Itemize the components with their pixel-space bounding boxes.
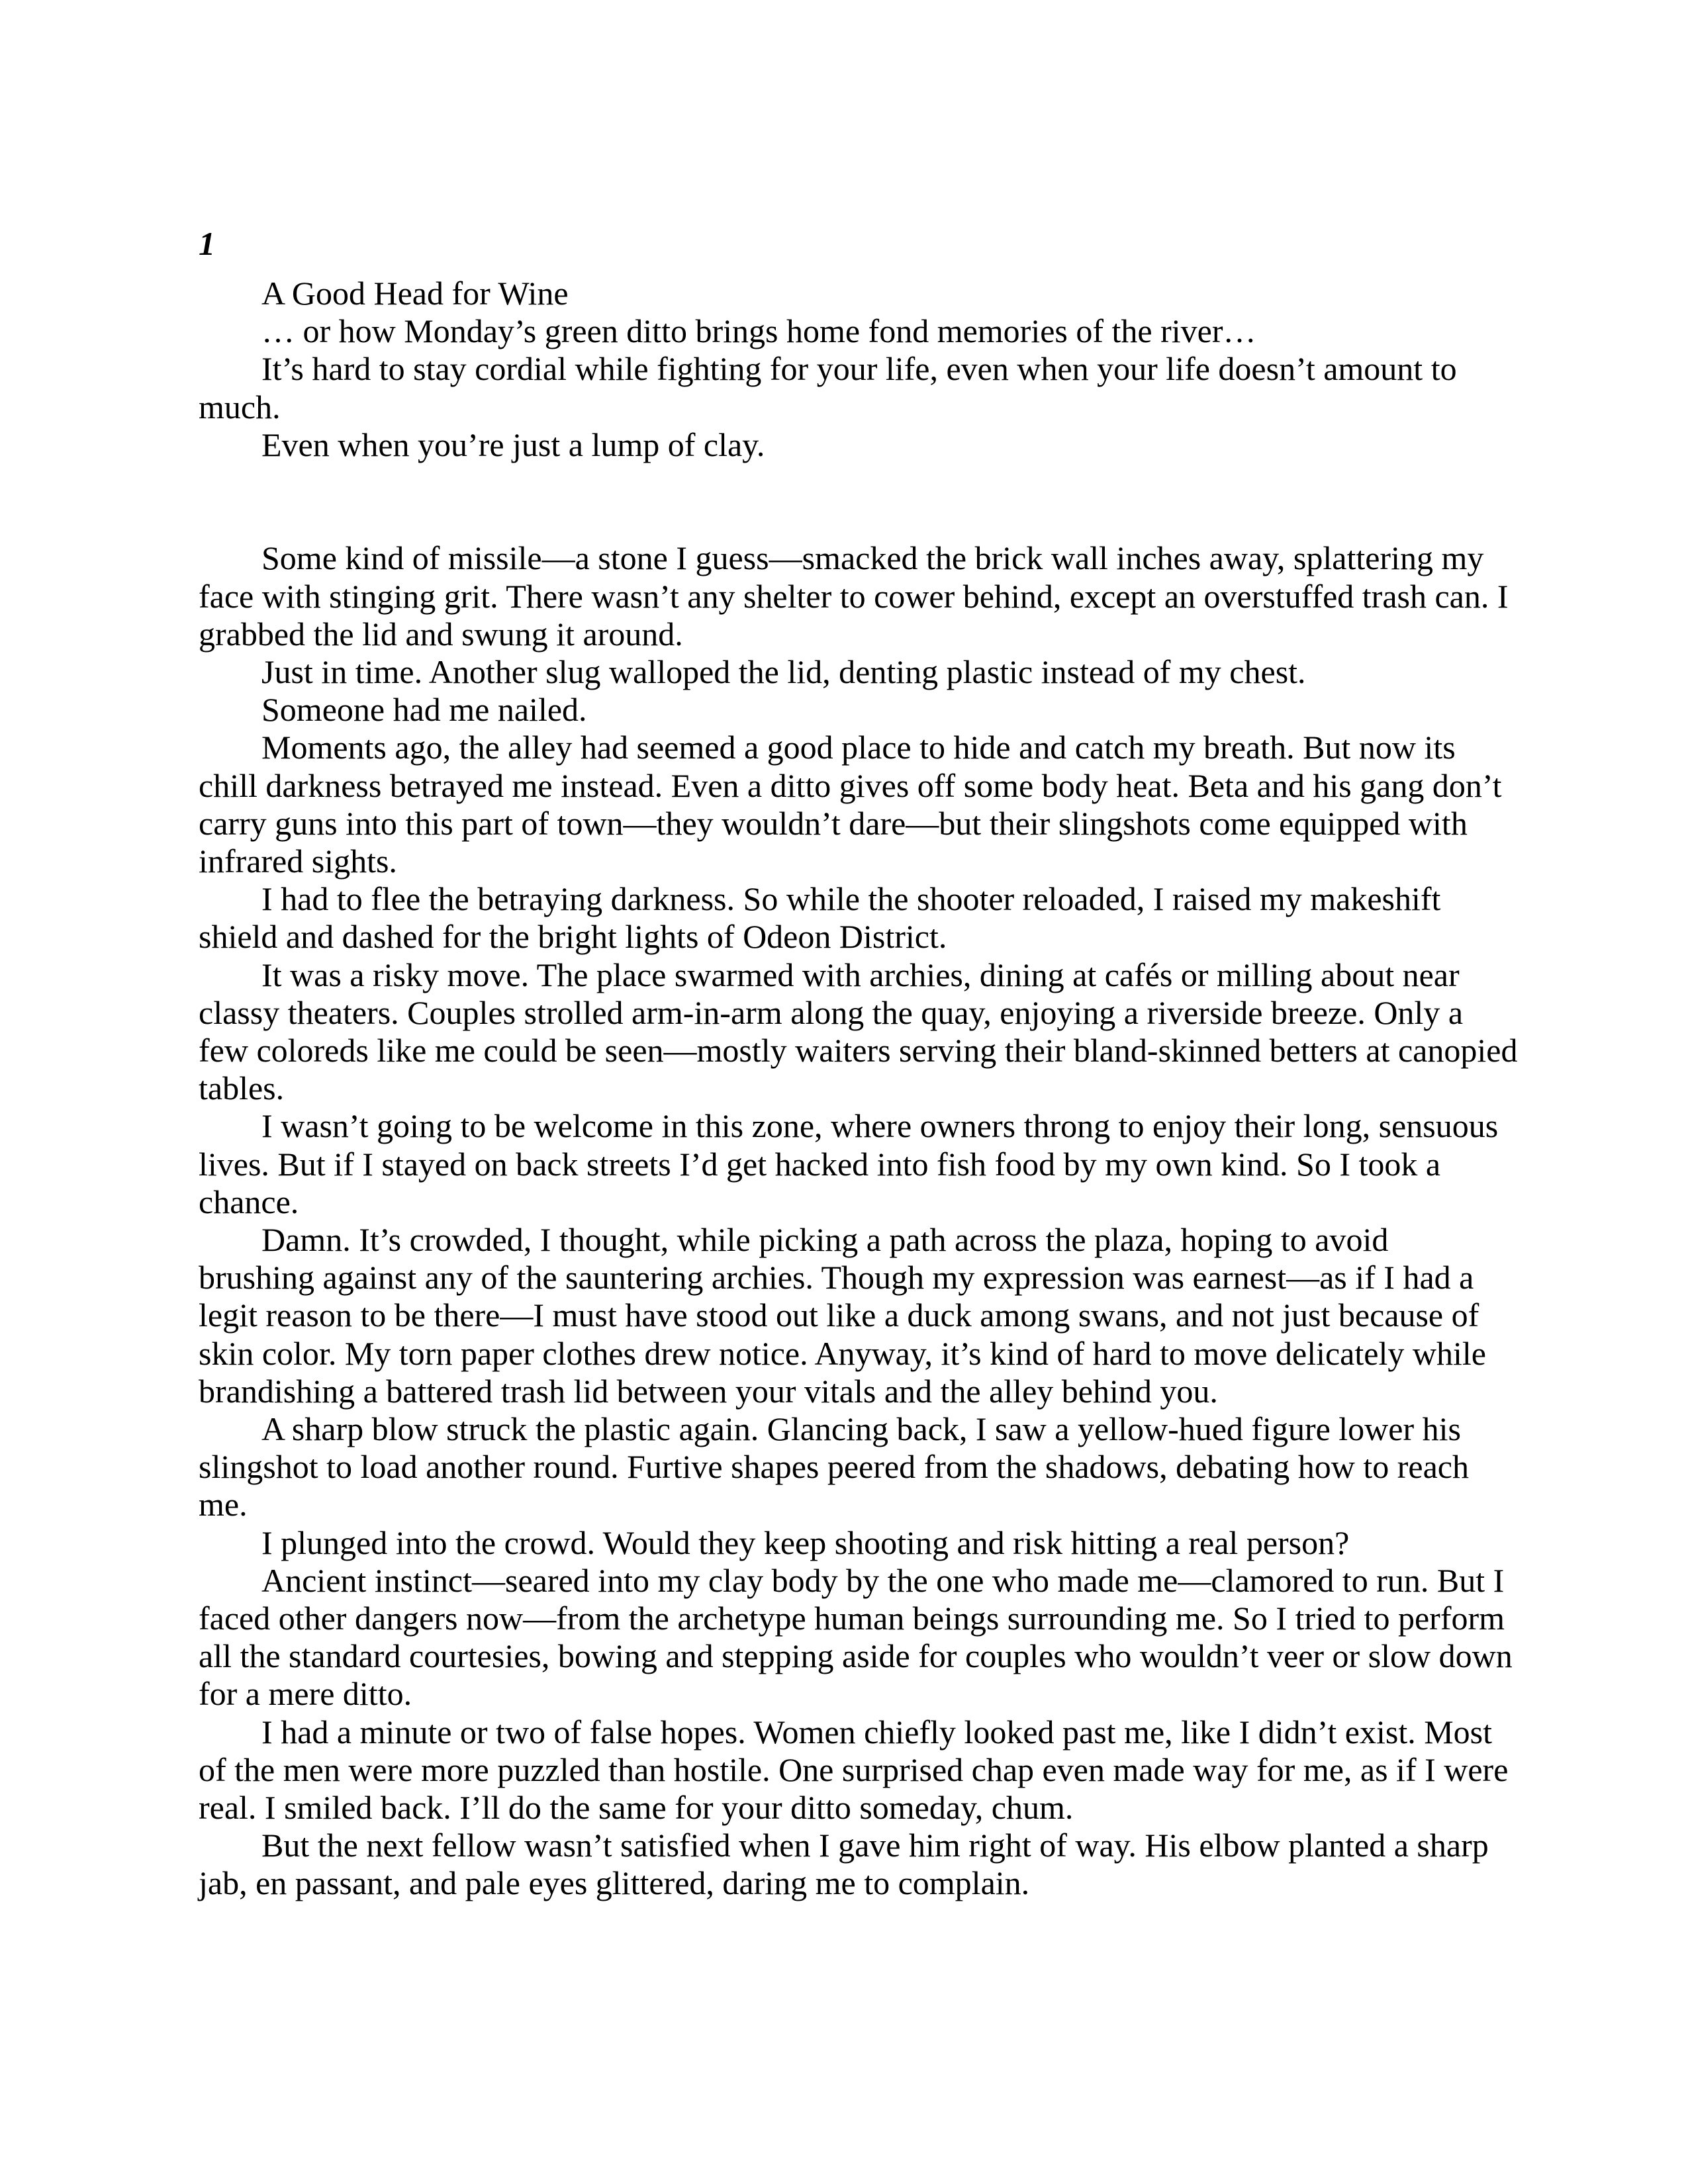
chapter-number: 1: [199, 225, 215, 262]
text-line: Ancient instinct—seared into my clay body by the one who made me—clamored to run. But I: [261, 1561, 1505, 1599]
text-line: Damn. It’s crowded, I thought, while picking a path across the plaza, hoping to avoid: [261, 1221, 1389, 1258]
text-line: face with stinging grit. There wasn’t any shelter to cower behind, except an overstuffed trash can. I: [199, 577, 1509, 615]
text-line: for a mere ditto.: [199, 1675, 412, 1713]
text-line: shield and dashed for the bright lights of Odeon District.: [199, 918, 947, 956]
text-line: carry guns into this part of town—they wouldn’t dare—but their slingshots come equipped with: [199, 804, 1468, 842]
text-line: all the standard courtesies, bowing and stepping aside for couples who wouldn’t veer or slow down: [199, 1637, 1513, 1675]
text-line: I plunged into the crowd. Would they keep shooting and risk hitting a real person?: [261, 1524, 1350, 1561]
text-line: real. I smiled back. I’ll do the same for your ditto someday, chum.: [199, 1789, 1074, 1826]
text-line: slingshot to load another round. Furtive shapes peered from the shadows, debating how to reach: [199, 1448, 1469, 1486]
text-line: It’s hard to stay cordial while fighting for your life, even when your life doesn’t amount to: [261, 350, 1457, 388]
text-line: chance.: [199, 1183, 299, 1220]
text-line: Someone had me nailed.: [261, 691, 587, 729]
text-line: But the next fellow wasn’t satisfied when I gave him right of way. His elbow planted a sharp: [261, 1827, 1489, 1864]
text-line: much.: [199, 388, 281, 426]
text-line: brushing against any of the sauntering archies. Though my expression was earnest—as if I had a: [199, 1259, 1474, 1297]
text-line: me.: [199, 1486, 248, 1524]
text-line: jab, en passant, and pale eyes glittered, daring me to complain.: [199, 1864, 1030, 1902]
text-line: few coloreds like me could be seen—mostly waiters serving their bland-skinned betters at canopied: [199, 1032, 1518, 1069]
text-line: legit reason to be there—I must have stood out like a duck among swans, and not just because of: [199, 1297, 1479, 1334]
text-line: Just in time. Another slug walloped the lid, denting plastic instead of my chest.: [261, 653, 1306, 690]
text-line: of the men were more puzzled than hostile. One surprised chap even made way for me, as if I were: [199, 1751, 1509, 1788]
text-line: Even when you’re just a lump of clay.: [261, 426, 765, 463]
text-line: … or how Monday’s green ditto brings home fond memories of the river…: [261, 312, 1256, 350]
text-line: classy theaters. Couples strolled arm-in-arm along the quay, enjoying a riverside breeze. Only a: [199, 993, 1464, 1031]
text-line: Some kind of missile—a stone I guess—smacked the brick wall inches away, splattering my: [261, 539, 1484, 577]
text-line: grabbed the lid and swung it around.: [199, 615, 683, 653]
text-line: I had a minute or two of false hopes. Women chiefly looked past me, like I didn’t exist. Most: [261, 1713, 1493, 1751]
text-line: Moments ago, the alley had seemed a good place to hide and catch my breath. But now its: [261, 729, 1456, 766]
text-line: I wasn’t going to be welcome in this zone, where owners throng to enjoy their long, sensuous: [261, 1107, 1499, 1145]
text-line: infrared sights.: [199, 842, 397, 880]
text-line: It was a risky move. The place swarmed with archies, dining at cafés or milling about near: [261, 956, 1460, 993]
text-line: A sharp blow struck the plastic again. Glancing back, I saw a yellow-hued figure lower his: [261, 1410, 1461, 1447]
text-line: chill darkness betrayed me instead. Even a ditto gives off some body heat. Beta and his gang don’t: [199, 766, 1502, 804]
text-line: A Good Head for Wine: [261, 275, 569, 312]
text-line: tables.: [199, 1069, 285, 1107]
text-line: skin color. My torn paper clothes drew notice. Anyway, it’s kind of hard to move delicately while: [199, 1334, 1486, 1372]
text-line: brandishing a battered trash lid between your vitals and the alley behind you.: [199, 1372, 1218, 1410]
text-line: lives. But if I stayed on back streets I’d get hacked into fish food by my own kind. So I took a: [199, 1145, 1441, 1183]
text-line: I had to flee the betraying darkness. So while the shooter reloaded, I raised my makeshift: [261, 880, 1441, 918]
text-line: faced other dangers now—from the archetype human beings surrounding me. So I tried to perform: [199, 1600, 1505, 1637]
